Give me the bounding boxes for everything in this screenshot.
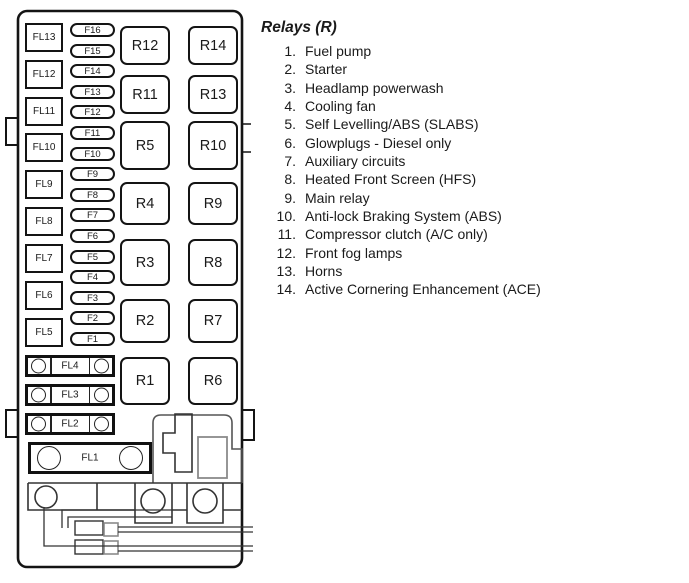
maxi-fuse-fl6: FL6 (25, 281, 63, 310)
right-lower-tab (242, 410, 254, 440)
legend-item-10: 10. Anti-lock Braking System (ABS) (276, 208, 502, 225)
terminal-circle (94, 388, 109, 403)
terminal-circle (94, 417, 109, 432)
relay-legend (261, 19, 676, 299)
terminal-circle (94, 359, 109, 374)
relay-r4: R4 (120, 182, 170, 225)
legend-item-4: 4. Cooling fan (284, 98, 376, 115)
relay-r6: R6 (188, 357, 238, 405)
legend-item-5: 5. Self Levelling/ABS (SLABS) (284, 116, 479, 133)
fusible-link-row-fl2 (25, 413, 115, 435)
fusible-link-label: FL4 (61, 360, 79, 372)
relay-r7: R7 (188, 299, 238, 343)
legend-item-8: 8. Heated Front Screen (HFS) (284, 171, 477, 188)
fuse-f15: F15 (70, 44, 115, 58)
maxi-fuse-fl5: FL5 (25, 318, 63, 347)
legend-item-12: 12. Front fog lamps (276, 244, 403, 261)
relay-r2: R2 (120, 299, 170, 343)
stud-circle (193, 489, 217, 513)
fuse-f11: F11 (70, 126, 115, 140)
legend-item-11: 11. Compressor clutch (A/C only) (277, 226, 488, 243)
relay-r8: R8 (188, 239, 238, 286)
maxi-fuse-fl8: FL8 (25, 207, 63, 236)
legend-item-14: 14. Active Cornering Enhancement (ACE) (276, 281, 541, 298)
fusible-link-row-fl1 (28, 442, 152, 474)
relay-r9: R9 (188, 182, 238, 225)
fusible-link-label: FL2 (61, 418, 79, 430)
legend-item-1: 1. Fuel pump (284, 43, 372, 59)
fuse-f16: F16 (70, 23, 115, 37)
fuse-f13: F13 (70, 85, 115, 99)
cell-divider (89, 387, 91, 403)
terminal-circle (119, 446, 143, 470)
relay-r10: R10 (188, 121, 238, 170)
fuse-f6: F6 (70, 229, 115, 243)
fuse-f14: F14 (70, 64, 115, 78)
relay-r14: R14 (188, 26, 238, 65)
left-upper-tab (6, 118, 18, 145)
maxi-fuse-fl7: FL7 (25, 244, 63, 273)
cell-divider (89, 416, 91, 432)
fusible-link-row-fl3 (25, 384, 115, 406)
fuse-f12: F12 (70, 105, 115, 119)
fuse-f5: F5 (70, 250, 115, 264)
relay-r1: R1 (120, 357, 170, 405)
right-upper-tab (242, 124, 251, 152)
fuse-f9: F9 (70, 167, 115, 181)
fuse-f10: F10 (70, 147, 115, 161)
fuse-f4: F4 (70, 270, 115, 284)
fuse-f2: F2 (70, 311, 115, 325)
relay-r11: R11 (120, 75, 170, 114)
relay-r12: R12 (120, 26, 170, 65)
left-lower-tab (6, 410, 18, 437)
legend-item-9: 9. Main relay (284, 189, 370, 206)
maxi-fuse-fl12: FL12 (25, 60, 63, 89)
legend-title: Relays (R) (261, 19, 337, 36)
fusible-link-label: FL3 (61, 389, 79, 401)
relay-r3: R3 (120, 239, 170, 286)
cell-divider (89, 358, 91, 374)
maxi-fuse-fl11: FL11 (25, 97, 63, 126)
relay-r13: R13 (188, 75, 238, 114)
maxi-fuse-fl10: FL10 (25, 133, 63, 162)
legend-item-2: 2. Starter (284, 61, 348, 78)
fuse-f8: F8 (70, 188, 115, 202)
legend-item-3: 3. Headlamp powerwash (284, 79, 444, 96)
legend-item-7: 7. Auxiliary circuits (284, 153, 406, 170)
legend-item-6: 6. Glowplugs - Diesel only (284, 134, 452, 151)
fuse-f1: F1 (70, 332, 115, 346)
fuse-f3: F3 (70, 291, 115, 305)
relay-r5: R5 (120, 121, 170, 170)
stud-circle (35, 486, 57, 508)
fusible-link-row-fl4 (25, 355, 115, 377)
legend-item-13: 13. Horns (276, 263, 343, 280)
fusible-link-label: FL1 (81, 452, 99, 464)
maxi-fuse-fl13: FL13 (25, 23, 63, 52)
fuse-f7: F7 (70, 208, 115, 222)
maxi-fuse-fl9: FL9 (25, 170, 63, 199)
